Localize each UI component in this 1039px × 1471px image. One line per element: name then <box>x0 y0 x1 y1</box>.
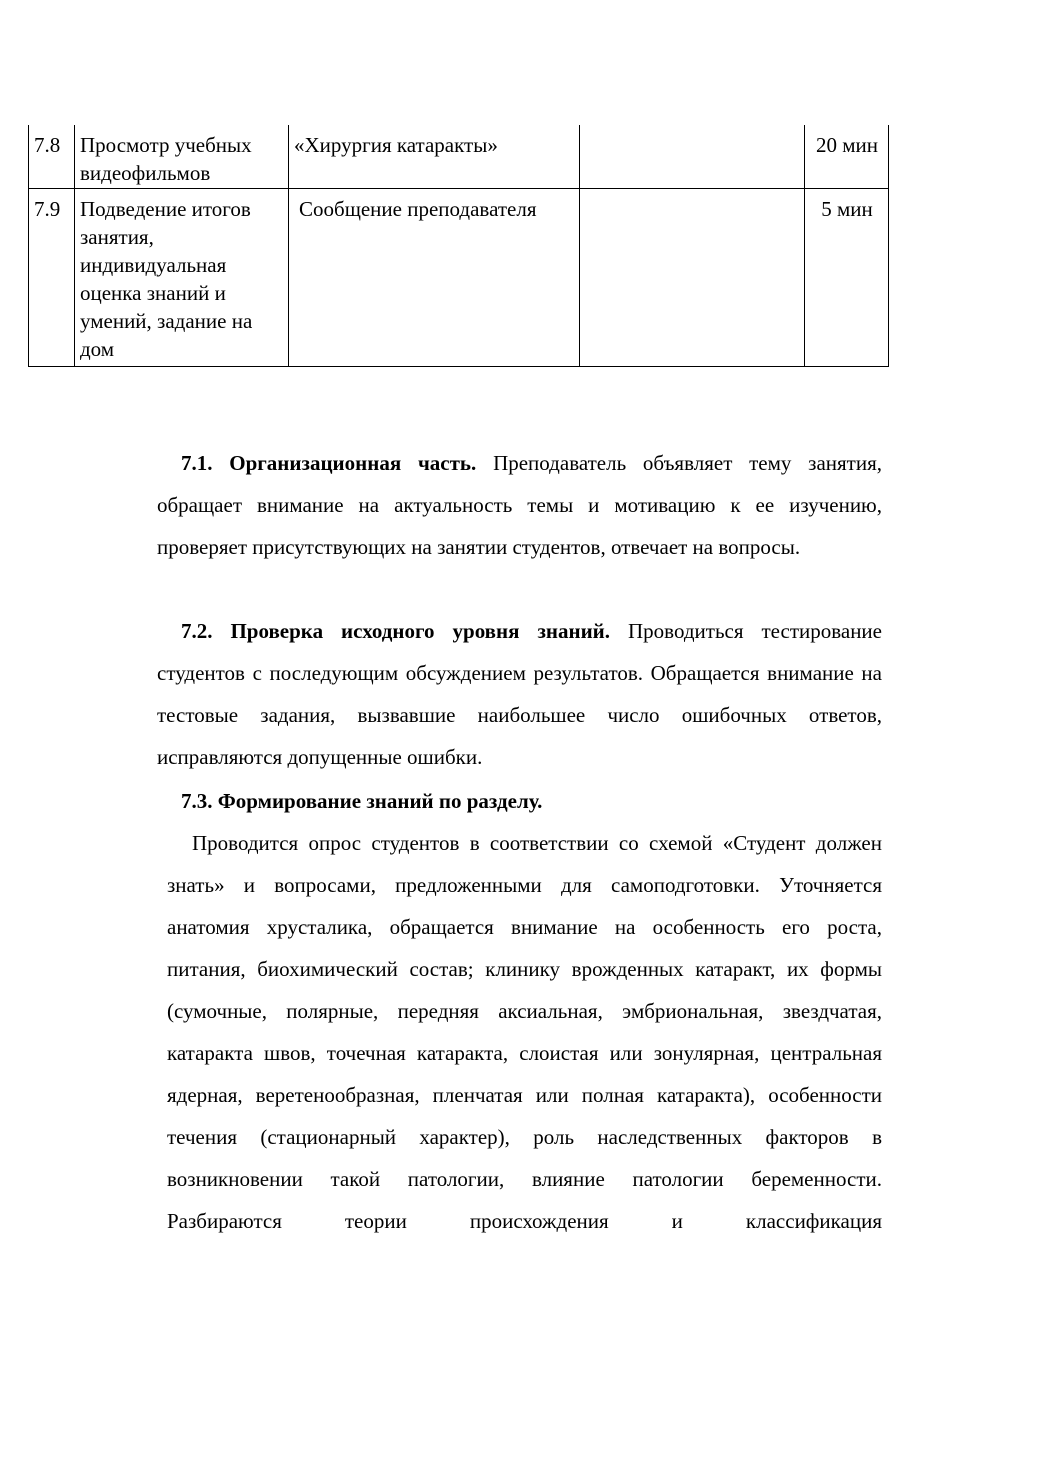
form-cell <box>289 189 580 367</box>
table-row <box>29 189 889 367</box>
section-7-2-heading: 7.2. Проверка исходного уровня знаний. <box>181 619 611 643</box>
equipment-cell <box>580 125 805 189</box>
section-7-3-heading: 7.3. Формирование знаний по разделу. <box>181 789 543 813</box>
lesson-plan-table <box>28 125 889 367</box>
section-7-1-heading: 7.1. Организационная часть. <box>181 451 477 475</box>
section-7-3-text: Проводится опрос студентов в соответствии со схемой «Студент должен знать» и вопросами, предложенными для самоподготовки. Уточняется анатомия хрусталика, обращается внимание на особенность его роста, питания, биохимический состав; клинику врожденных катаракт, их формы (сумочные, полярные, передняя аксиальная, эмбриональная, звездчатая, катаракта швов, точечная катаракта, слоистая или зонулярная, центральная ядерная, веретенообразная, пленчатая или полная катаракта), особенности течения (стационарный характер), роль наследственных факторов в возникновении такой патологии, влияние патологии беременности. Разбираются теории происхождения и классификация <box>167 831 882 1233</box>
time-cell: 5 мин <box>805 189 889 367</box>
row-number: 7.9 <box>29 189 75 367</box>
form-cell-text: Сообщение преподавателя <box>299 197 537 221</box>
row-number: 7.8 <box>29 125 75 189</box>
section-7-1 <box>157 442 882 568</box>
time-cell: 20 мин <box>805 125 889 189</box>
section-7-2-text: Проводиться тестирование студентов с последующим обсуждением результатов. Обращается внимание на тестовые задания, вызвавшие наибольшее число ошибочных ответов, исправляются допущенные ошибки. <box>157 619 882 769</box>
form-cell: «Хирургия катаракты» <box>289 125 580 189</box>
stage-cell: Подведение итогов занятия, индивидуальная оценка знаний и умений, задание на дом <box>75 189 289 367</box>
section-7-3 <box>157 780 882 822</box>
section-7-3-body <box>167 822 882 1242</box>
stage-cell: Просмотр учебных видеофильмов <box>75 125 289 189</box>
table-row <box>29 125 889 189</box>
section-7-2 <box>157 610 882 778</box>
section-7-1-text: Преподаватель объявляет тему занятия, обращает внимание на актуальность темы и мотивацию к ее изучению, проверяет присутствующих на занятии студентов, отвечает на вопросы. <box>157 451 882 559</box>
equipment-cell <box>580 189 805 367</box>
